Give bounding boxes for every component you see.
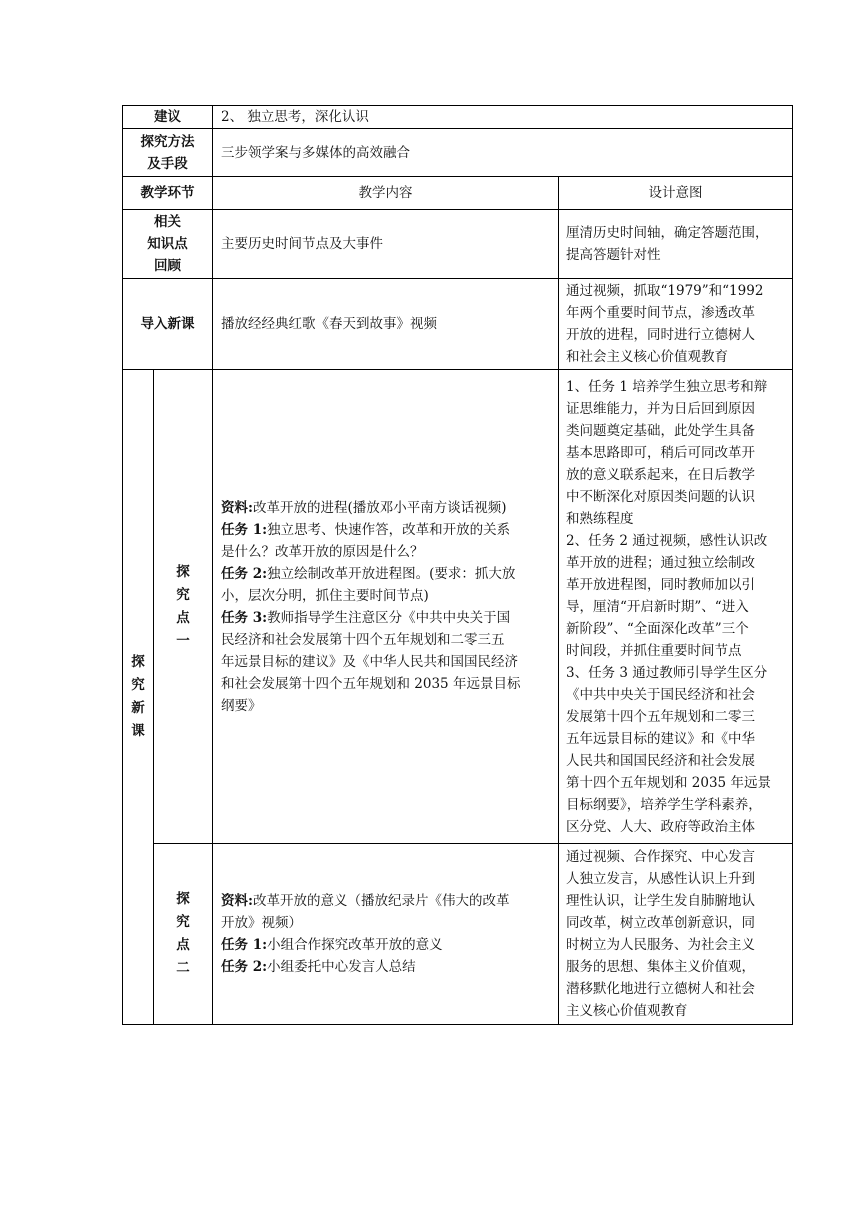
content-line-text: 独立思考、快速作答，改革和开放的关系 [267,521,511,538]
content-line [221,651,558,673]
content-line [221,585,558,607]
point1-label-char: 一 [176,632,190,649]
point2-label-char: 探 [176,891,190,907]
intent-line: 和熟练程度 [566,510,634,527]
content-line-label: 任务 2: [221,565,268,582]
review-intent-line: 提高答题针对性 [566,247,661,263]
row-intro [123,279,793,370]
method-label-line: 及手段 [147,155,188,172]
row-explore-point1 [123,370,793,844]
intent-line: 革开放的进程；通过独立绘制改 [566,554,755,571]
content-line [221,497,558,519]
point1-content [213,370,559,844]
content-line-label: 任务 1: [221,521,268,538]
intent-line: 第十四个五年规划和 2035 年远景 [566,774,771,791]
content-line [221,695,558,717]
content-line [221,934,558,956]
content-line-text: 和社会发展第十四个五年规划和 2035 年远景目标 [221,675,521,692]
intro-intent-line: 年两个重要时间节点，渗透改革 [566,305,755,321]
intro-intent-line: 开放的进程，同时进行立德树人 [566,327,755,343]
row-method [123,129,793,177]
row-review [123,210,793,279]
review-label-line: 相关 [154,214,181,230]
content-line-text: 改革开放的意义（播放纪录片《伟大的改革 [252,893,510,909]
intent-line: 时树立为人民服务、为社会主义 [566,937,755,953]
header-stage: 教学环节 [123,177,213,210]
intent-line: 证思维能力，并为日后回到原因 [566,400,755,417]
intent-line: 通过视频、合作探究、中心发言 [566,849,755,865]
intent-line: 革开放进程图，同时教师加以引 [566,576,755,593]
content-line-text: 开放》视频） [221,915,302,931]
point1-label-char: 点 [176,609,190,626]
content-line-text: 改革开放的进程(播放邓小平南方谈话视频) [252,499,507,516]
intent-line: 服务的思想、集体主义价值观， [566,959,755,975]
intent-line: 《中共中央关于国民经济和社会 [566,686,755,703]
point2-content [213,844,559,1025]
header-content: 教学内容 [213,177,559,210]
content-line-label: 资料: [221,893,253,909]
intent-line: 目标纲要》，培养学生学科素养， [566,796,762,813]
content-line-text: 年远景目标的建议》及《中华人民共和国国民经济 [221,653,518,670]
content-line [221,629,558,651]
content-line-text: 小，层次分明，抓住主要时间节点) [221,587,429,604]
header-intent: 设计意图 [559,177,793,210]
content-line [221,541,558,563]
intro-content: 播放经经典红歌《春天到故事》视频 [213,279,559,370]
intro-intent-line: 通过视频，抓取“1979”和“1992 [566,283,764,299]
content-line [221,912,558,934]
point1-label [154,370,213,844]
intent-line: 放的意义联系起来，在日后教学 [566,466,755,483]
intent-line: 3、任务 3 通过教师引导学生区分 [566,664,768,681]
intro-label: 导入新课 [123,279,213,370]
explore-section-label [123,370,154,1025]
review-label-line: 知识点 [147,236,188,252]
intent-line: 潜移默化地进行立德树人和社会 [566,981,755,997]
row-explore-point2 [123,844,793,1025]
point2-intent [559,844,793,1025]
content-line-text: 民经济和社会发展第十四个五年规划和二零三五 [221,631,505,648]
review-intent-line: 厘清历史时间轴，确定答题范围， [566,225,769,241]
intent-line: 新阶段”、“全面深化改革”三个 [566,620,749,637]
point1-label-char: 究 [176,586,190,603]
intent-line: 人民共和国国民经济和社会发展 [566,752,755,769]
lesson-plan-table [122,105,793,1025]
intent-line: 类问题奠定基础，此处学生具备 [566,422,755,439]
intent-line: 时间段，并抓住重要时间节点 [566,642,742,659]
content-line-text: 小组合作探究改革开放的意义 [267,937,443,953]
method-label-line: 探究方法 [140,133,195,150]
advice-content: 2、 独立思考，深化认识 [213,106,793,129]
row-advice [123,106,793,129]
content-line-label: 任务 3: [221,609,268,626]
intent-line: 基本思路即可，稍后可同改革开 [566,444,755,461]
point2-label-char: 点 [176,937,190,953]
point1-intent [559,370,793,844]
content-line [221,890,558,912]
intent-line: 区分党、人大、政府等政治主体 [566,818,755,835]
intent-line: 中不断深化对原因类问题的认识 [566,488,755,505]
explore-section-char: 探 [131,654,145,670]
content-line [221,673,558,695]
intent-line: 理性认识，让学生发自肺腑地认 [566,893,755,909]
intent-line: 人独立发言，从感性认识上升到 [566,871,755,887]
content-line [221,607,558,629]
method-label [123,129,213,177]
intent-line: 导，厘清“开启新时期”、“进入 [566,598,749,615]
intent-line: 五年远景目标的建议》和《中华 [566,730,755,747]
content-line-text: 纲要》 [221,697,262,714]
explore-section-char: 课 [131,723,145,739]
intent-line: 主义核心价值观教育 [566,1003,688,1019]
content-line [221,956,558,978]
content-line-label: 任务 2: [221,959,268,975]
advice-label: 建议 [123,106,213,129]
intent-line: 1、任务 1 培养学生独立思考和辩 [566,378,768,395]
content-line-text: 教师指导学生注意区分《中共中央关于国 [267,609,511,626]
intro-intent [559,279,793,370]
content-line-text: 小组委托中心发言人总结 [267,959,416,975]
content-line [221,563,558,585]
content-line [221,519,558,541]
content-line-text: 是什么？改革开放的原因是什么？ [221,543,424,560]
point2-label [154,844,213,1025]
method-content: 三步领学案与多媒体的高效融合 [213,129,793,177]
review-content: 主要历史时间节点及大事件 [213,210,559,279]
intent-line: 发展第十四个五年规划和二零三 [566,708,755,725]
content-line-text: 独立绘制改革开放进程图。(要求：抓大放 [267,565,516,582]
intent-line: 2、任务 2 通过视频，感性认识改 [566,532,768,549]
review-label [123,210,213,279]
intro-intent-line: 和社会主义核心价值观教育 [566,349,728,365]
explore-section-char: 新 [131,700,145,716]
point1-label-char: 探 [176,563,190,580]
explore-section-char: 究 [131,677,145,693]
content-line-label: 任务 1: [221,937,268,953]
intent-line: 同改革，树立改革创新意识，同 [566,915,755,931]
review-intent [559,210,793,279]
content-line-label: 资料: [221,499,253,516]
point2-label-char: 究 [176,914,190,930]
point2-label-char: 二 [176,960,190,976]
review-label-line: 回顾 [154,258,181,274]
row-header [123,177,793,210]
